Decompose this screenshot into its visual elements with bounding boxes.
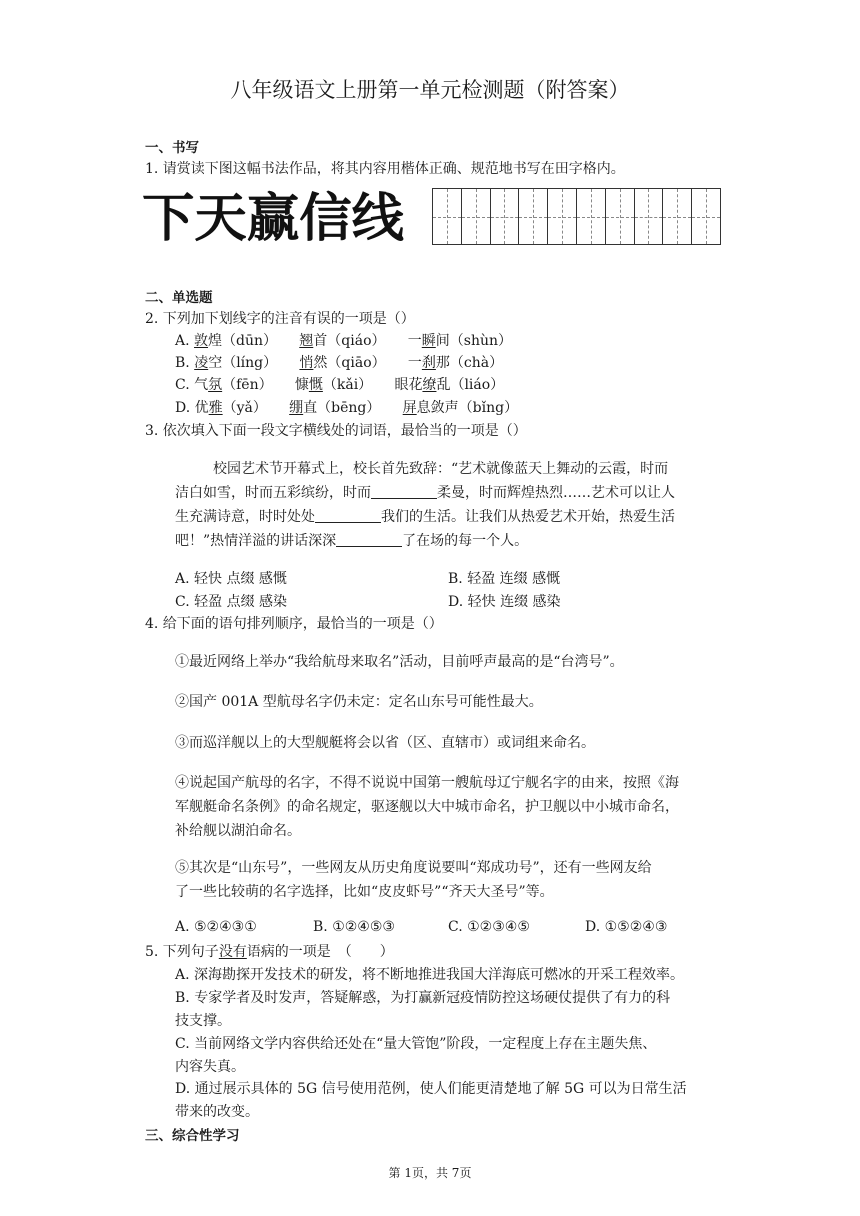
grid-cell[interactable]	[547, 188, 577, 245]
grid-guide-horizontal	[519, 217, 547, 218]
q2-option-b[interactable]	[175, 352, 503, 372]
grid-guide-horizontal	[692, 217, 720, 218]
pinyin-item: （fēn）	[222, 377, 273, 393]
passage-text: 洁白如雪，时而五彩缤纷，时而	[175, 485, 371, 501]
pinyin-item: 那（chà）	[435, 355, 504, 371]
underlined-char: 氛	[208, 377, 223, 393]
grid-guide-horizontal	[635, 217, 663, 218]
passage-text: 我们的生活。让我们从热爱艺术开始，热爱生活	[381, 509, 675, 525]
q3-passage-line-2	[175, 481, 675, 505]
underlined-char: 绷	[289, 400, 304, 416]
option-label: A.	[175, 333, 190, 349]
tianzige-grid[interactable]	[432, 188, 720, 245]
q5-option-a[interactable]: A. 深海勘探开发技术的研发，将不断地推进我国大洋海底可燃冰的开采工程效率。	[175, 967, 685, 983]
grid-cell[interactable]	[461, 188, 491, 245]
stem-text: 5. 下列句子	[145, 944, 219, 960]
grid-cell[interactable]	[432, 188, 462, 245]
q4-sentence-5-line-1: ⑤其次是“山东号”，一些网友从历史角度说要叫“郑成功号”，还有一些网友给	[175, 860, 652, 876]
pinyin-item: 然（qiāo）	[313, 355, 386, 371]
pinyin-item: 空（líng）	[208, 355, 278, 371]
grid-guide-horizontal	[491, 217, 519, 218]
q3-option-a[interactable]: A. 轻快 点缀 感慨	[175, 571, 287, 587]
fill-blank-3[interactable]	[336, 533, 402, 547]
fill-blank-2[interactable]	[315, 509, 381, 523]
q2-option-c[interactable]	[175, 374, 504, 394]
section-heading-single-choice: 二、单选题	[145, 290, 213, 306]
underlined-char: 缭	[422, 377, 437, 393]
grid-guide-horizontal	[663, 217, 691, 218]
underlined-char: 悄	[299, 355, 314, 371]
stem-underlined: 没有	[218, 944, 247, 960]
underlined-char: 瞬	[421, 333, 436, 349]
grid-cell[interactable]	[634, 188, 664, 245]
page-title: 八年级语文上册第一单元检测题（附答案）	[230, 78, 630, 102]
plain-char: 一	[407, 333, 422, 349]
q4-sentence-4-line-1: ④说起国产航母的名字，不得不说说中国第一艘航母辽宁舰名字的由来，按照《海	[175, 775, 679, 791]
q5-option-b-line-1[interactable]: B. 专家学者及时发声，答疑解惑，为打赢新冠疫情防控这场硬仗提供了有力的科	[175, 990, 671, 1006]
q4-sentence-3: ③而巡洋舰以上的大型舰艇将会以省（区、直辖市）或词组来命名。	[175, 735, 595, 751]
q4-option-b[interactable]: B. ①②④⑤③	[313, 919, 395, 935]
q3-passage-line-1: 校园艺术节开幕式上，校长首先致辞：“艺术就像蓝天上舞动的云霞，时而	[213, 461, 669, 477]
plain-char: 眼花	[394, 377, 423, 393]
calligraphy-text: 下天赢信线	[142, 188, 405, 244]
grid-cell[interactable]	[691, 188, 721, 245]
q4-option-c[interactable]: C. ①②③④⑤	[448, 919, 530, 935]
q5-option-b-line-2: 技支撑。	[175, 1013, 231, 1029]
underlined-char: 凌	[194, 355, 209, 371]
underlined-char: 屏	[402, 400, 417, 416]
question-5-stem	[145, 941, 394, 961]
grid-cell[interactable]	[490, 188, 520, 245]
q4-sentence-4-line-3: 补给舰以湖泊命名。	[175, 823, 301, 839]
stem-text: 语病的一项是 （ ）	[246, 944, 394, 960]
pinyin-item: 煌（dūn）	[208, 333, 278, 349]
grid-cell[interactable]	[576, 188, 606, 245]
q2-option-d[interactable]	[175, 397, 518, 417]
underlined-char: 敦	[194, 333, 209, 349]
pinyin-item: 乱（liáo）	[436, 377, 505, 393]
plain-char: 优	[194, 400, 209, 416]
option-label: C.	[175, 377, 190, 393]
grid-cell[interactable]	[662, 188, 692, 245]
q3-option-d[interactable]: D. 轻快 连缀 感染	[448, 594, 561, 610]
passage-text: 生充满诗意，时时处处	[175, 509, 315, 525]
pinyin-item: 首（qiáo）	[313, 333, 386, 349]
q5-option-c-line-1[interactable]: C. 当前网络文学内容供给还处在“量大管饱”阶段，一定程度上存在主题失焦、	[175, 1036, 657, 1052]
q3-option-b[interactable]: B. 轻盈 连缀 感慨	[448, 571, 561, 587]
plain-char: 慷	[294, 377, 309, 393]
section-heading-writing: 一、书写	[145, 140, 199, 156]
q4-option-a[interactable]: A. ⑤②④③①	[175, 919, 257, 935]
underlined-char: 翘	[299, 333, 314, 349]
grid-cell[interactable]	[518, 188, 548, 245]
passage-text: 吧！”热情洋溢的讲话深深	[175, 533, 337, 549]
option-label: B.	[175, 355, 190, 371]
pinyin-item: 息敛声（bǐng）	[416, 400, 519, 416]
q4-sentence-4-line-2: 军舰艇命名条例》的命名规定，驱逐舰以大中城市命名，护卫舰以中小城市命名，	[175, 799, 679, 815]
passage-text: 了在场的每一个人。	[402, 533, 529, 549]
page-footer: 第 1页，共 7页	[388, 1166, 472, 1180]
question-4-stem: 4. 给下面的语句排列顺序，最恰当的一项是（）	[145, 616, 443, 632]
pinyin-item: 间（shùn）	[435, 333, 512, 349]
q3-passage-line-4	[175, 529, 528, 553]
q3-passage-line-3	[175, 505, 675, 529]
passage-text: 柔曼，时而辉煌热烈……艺术可以让人	[437, 485, 675, 501]
grid-guide-horizontal	[433, 217, 461, 218]
pinyin-item: 直（bēng）	[303, 400, 381, 416]
q4-sentence-1: ①最近网络上举办“我给航母来取名”活动，目前呼声最高的是“台湾号”。	[175, 654, 624, 670]
pinyin-item: （kǎi）	[322, 377, 373, 393]
q5-option-d-line-2: 带来的改变。	[175, 1104, 259, 1120]
grid-cell[interactable]	[605, 188, 635, 245]
plain-char: 一	[407, 355, 422, 371]
question-2-stem: 2. 下列加下划线字的注音有误的一项是（）	[145, 311, 415, 327]
pinyin-item: （yǎ）	[222, 400, 267, 416]
plain-char: 气	[194, 377, 209, 393]
q4-option-d[interactable]: D. ①⑤②④③	[585, 919, 668, 935]
question-1-stem: 1. 请赏读下图这幅书法作品，将其内容用楷体正确、规范地书写在田字格内。	[145, 161, 625, 177]
grid-guide-horizontal	[606, 217, 634, 218]
q3-option-c[interactable]: C. 轻盈 点缀 感染	[175, 594, 288, 610]
q2-option-a[interactable]	[175, 330, 512, 350]
underlined-char: 刹	[421, 355, 436, 371]
underlined-char: 慨	[308, 377, 323, 393]
q4-sentence-5-line-2: 了一些比较萌的名字选择，比如“皮皮虾号”“齐天大圣号”等。	[175, 884, 554, 900]
underlined-char: 雅	[208, 400, 223, 416]
grid-guide-horizontal	[577, 217, 605, 218]
q5-option-c-line-2: 内容失真。	[175, 1059, 245, 1075]
grid-guide-horizontal	[548, 217, 576, 218]
question-3-stem: 3. 依次填入下面一段文字横线处的词语，最恰当的一项是（）	[145, 423, 527, 439]
q4-sentence-2: ②国产 001A 型航母名字仍未定：定名山东号可能性最大。	[175, 694, 543, 710]
section-heading-comprehensive: 三、综合性学习	[145, 1128, 240, 1144]
q5-option-d-line-1[interactable]: D. 通过展示具体的 5G 信号使用范例，使人们能更清楚地了解 5G 可以为日常生活	[175, 1081, 687, 1097]
option-label: D.	[175, 400, 191, 416]
fill-blank-1[interactable]	[371, 485, 437, 499]
calligraphy-artwork	[142, 186, 412, 244]
grid-guide-horizontal	[462, 217, 490, 218]
